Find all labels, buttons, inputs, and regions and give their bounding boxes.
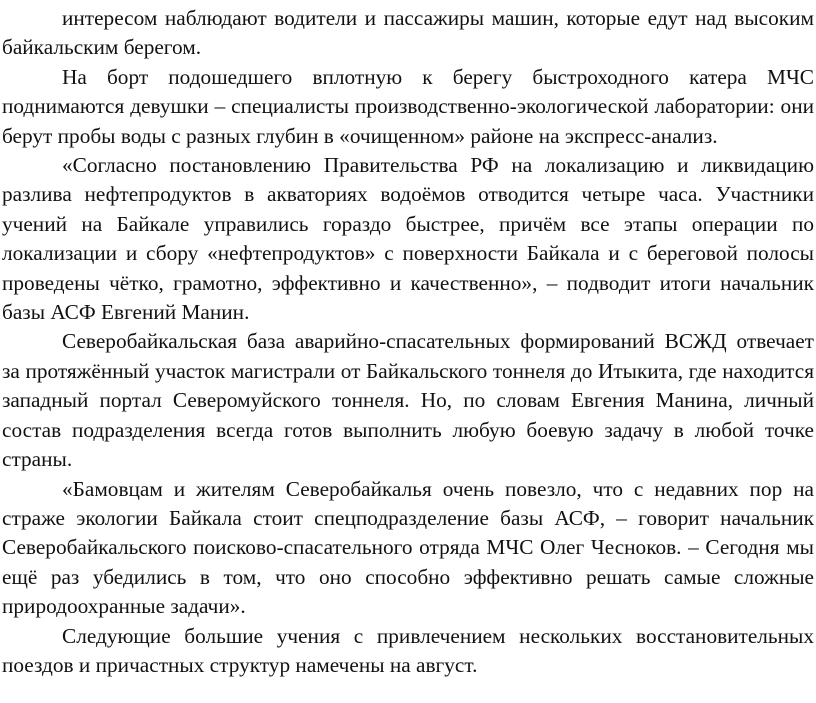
paragraph-5: «Бамовцам и жителям Северобайкалья очень повезло, что с недавних пор на страже экологии Байкала стоит спецподразделение базы АСФ, – говорит начальник Северобайкальского поисково-спасательного отряда МЧС Олег Чесноков. – Сегодня мы ещё раз убедились в том, что оно способно эффективно решать самые сложные природоохранные задачи».	[2, 476, 814, 619]
paragraph-4: Северобайкальская база аварийно-спасательных формирований ВСЖД отвечает за протяжённый участок магистрали от Байкальского тоннеля до Итыкита, где находится западный портал Северомуйского тоннеля. Но, по словам Евгения Манина, личный состав подразделения всегда готов выполнить любую боевую задачу в любой точке страны.	[2, 329, 814, 472]
paragraph-1: интересом наблюдают водители и пассажиры машин, которые едут над высоким байкальским берегом.	[2, 6, 814, 60]
paragraph-6: Следующие большие учения с привлечением нескольких восстановительных поездов и причастных структур намечены на август.	[2, 623, 814, 677]
paragraph-3: «Согласно постановлению Правительства РФ на локализацию и ликвидацию разлива нефтепродуктов в акваториях водоёмов отводится четыре часа. Участники учений на Байкале управились гораздо быстрее, причём все этапы операции по локализации и сбору «нефтепродуктов» с поверхности Байкала и с береговой полосы проведены чётко, грамотно, эффективно и качественно», – подводит итоги начальник базы АСФ Евгений Манин.	[2, 153, 814, 325]
paragraph-2: На борт подошедшего вплотную к берегу быстроходного катера МЧС поднимаются девушки – специалисты производственно-экологической лаборатории: они берут пробы воды с разных глубин в «очищенном» районе на экспресс-анализ.	[2, 64, 814, 148]
